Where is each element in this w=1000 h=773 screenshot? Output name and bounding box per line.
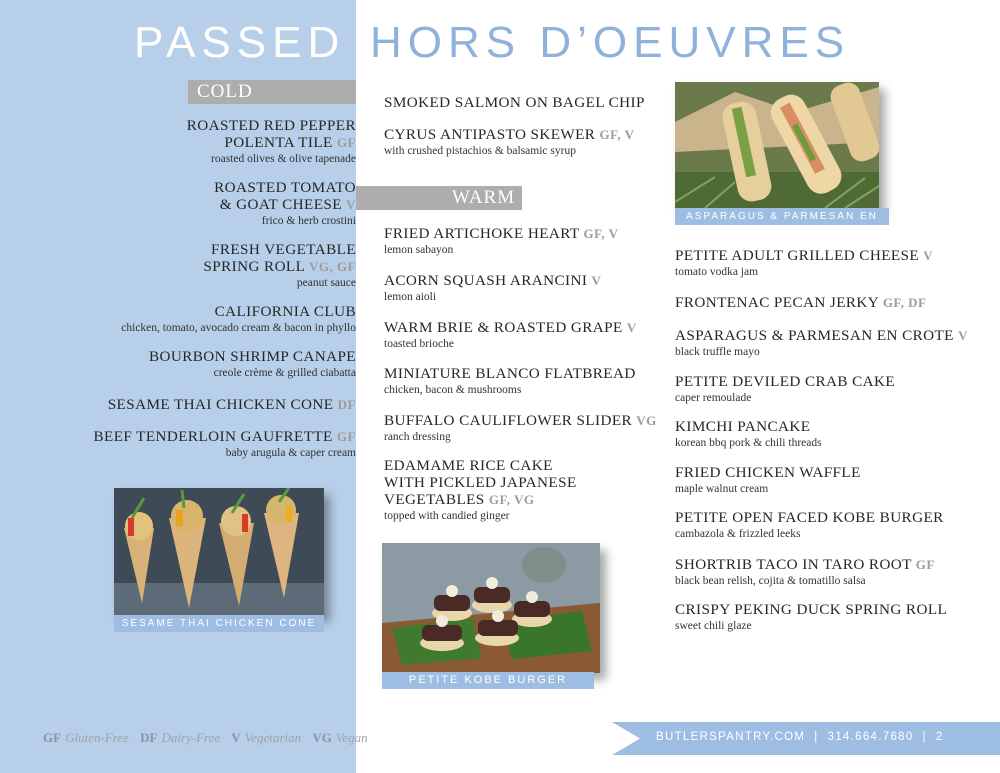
item-name: BUFFALO CAULIFLOWER SLIDER VG — [384, 412, 657, 429]
legend-label: Vegetarian — [244, 730, 302, 745]
menu-item — [384, 272, 601, 305]
legend-code: DF — [140, 730, 158, 745]
chicken-cone-image — [114, 488, 324, 615]
item-name: SESAME THAI CHICKEN CONE DF — [107, 396, 356, 413]
menu-item — [675, 556, 935, 589]
item-name: ROASTED RED PEPPER POLENTA TILE GF — [186, 117, 356, 151]
item-name: MINIATURE BLANCO FLATBREAD — [384, 365, 636, 382]
menu-item — [675, 327, 968, 360]
item-name: WARM BRIE & ROASTED GRAPE V — [384, 319, 637, 336]
item-description: chicken, bacon & mushrooms — [384, 384, 522, 396]
kobe-burger-image — [382, 543, 600, 673]
menu-item — [384, 319, 637, 352]
item-name: ROASTED TOMATO & GOAT CHEESE V — [214, 179, 356, 213]
kobe-burger-photo-caption: PETITE KOBE BURGER — [382, 672, 594, 689]
item-name: ACORN SQUASH ARANCINI V — [384, 272, 602, 289]
item-name: SMOKED SALMON ON BAGEL CHIP — [384, 94, 645, 111]
legend-label: Vegan — [335, 730, 368, 745]
item-name: FRESH VEGETABLE SPRING ROLL VG, GF — [203, 241, 356, 275]
item-name: PETITE DEVILED CRAB CAKE — [675, 373, 896, 390]
item-name: SHORTRIB TACO IN TARO ROOT GF — [675, 556, 935, 573]
menu-item — [384, 225, 619, 258]
item-description: baby arugula & caper cream — [225, 447, 356, 459]
title-word-passed: PASSED — [134, 18, 346, 67]
legend-code: V — [231, 730, 241, 745]
item-description: cambazola & frizzled leeks — [675, 528, 801, 540]
title-word-hors-doeuvres: HORS D’OEUVRES — [370, 18, 851, 67]
menu-item — [384, 457, 577, 524]
menu-item — [94, 428, 356, 461]
menu-item — [121, 303, 356, 336]
item-name: CALIFORNIA CLUB — [214, 303, 356, 320]
item-description: toasted brioche — [384, 338, 454, 350]
menu-item — [149, 348, 356, 381]
item-description: lemon sabayon — [384, 244, 454, 256]
item-name: ASPARAGUS & PARMESAN EN CROTE V — [675, 327, 968, 344]
item-name: KIMCHI PANCAKE — [675, 418, 811, 435]
page-number: 2 — [935, 731, 944, 743]
menu-item — [384, 94, 645, 111]
chicken-cone-photo — [114, 488, 324, 615]
menu-item — [203, 241, 356, 291]
item-description: ranch dressing — [384, 431, 451, 443]
menu-item — [675, 509, 944, 542]
menu-item — [214, 179, 356, 229]
item-name: BEEF TENDERLOIN GAUFRETTE GF — [93, 428, 356, 445]
item-name: FRONTENAC PECAN JERKY GF, DF — [675, 294, 927, 311]
menu-item — [675, 294, 927, 311]
menu-item — [384, 412, 657, 445]
menu-item — [675, 418, 822, 451]
footer-phone: 314.664.7680 — [827, 731, 914, 743]
menu-item — [187, 117, 356, 167]
item-description: maple walnut cream — [675, 483, 769, 495]
menu-item — [675, 247, 933, 280]
item-description: black truffle mayo — [675, 346, 760, 358]
menu-item — [384, 126, 635, 159]
legend-label: Gluten-Free — [65, 730, 129, 745]
item-name: PETITE ADULT GRILLED CHEESE V — [675, 247, 934, 264]
legend-code: VG — [312, 730, 332, 745]
item-description: lemon aioli — [384, 291, 437, 303]
item-description: frico & herb crostini — [261, 215, 356, 227]
item-description: roasted olives & olive tapenade — [211, 153, 356, 165]
item-name: BOURBON SHRIMP CANAPE — [148, 348, 356, 365]
menu-item — [675, 464, 861, 497]
item-description: topped with candied ginger — [384, 510, 510, 522]
footer-website[interactable]: BUTLERSPANTRY.COM — [656, 731, 806, 743]
item-name: FRIED CHICKEN WAFFLE — [675, 464, 861, 481]
item-description: korean bbq pork & chili threads — [675, 437, 822, 449]
item-description: sweet chili glaze — [675, 620, 752, 632]
kobe-burger-photo — [382, 543, 600, 673]
item-description: caper remoulade — [675, 392, 752, 404]
section-heading-cold: COLD — [188, 80, 356, 104]
item-description: chicken, tomato, avocado cream & bacon in phyllo — [121, 322, 356, 334]
dietary-legend — [43, 730, 376, 746]
menu-item — [675, 373, 895, 406]
asparagus-photo-caption: ASPARAGUS & PARMESAN EN CROUTE — [675, 208, 889, 225]
legend-code: GF — [43, 730, 62, 745]
footer-separator: | — [814, 731, 819, 743]
item-name: FRIED ARTICHOKE HEART GF, V — [384, 225, 619, 242]
item-name: EDAMAME RICE CAKE WITH PICKLED JAPANESE VEGETABLES GF, VG — [384, 457, 577, 508]
menu-item — [108, 396, 356, 413]
section-heading-warm: WARM — [356, 186, 522, 210]
legend-label: Dairy-Free — [161, 730, 221, 745]
item-name: CRISPY PEKING DUCK SPRING ROLL — [675, 601, 948, 618]
item-description: peanut sauce — [296, 277, 356, 289]
item-description: with crushed pistachios & balsamic syrup — [384, 145, 576, 157]
page-title — [0, 18, 1000, 68]
item-description: black bean relish, cojita & tomatillo salsa — [675, 575, 866, 587]
asparagus-photo — [675, 82, 879, 208]
asparagus-image — [675, 82, 879, 208]
menu-item — [384, 365, 636, 398]
footer-separator: | — [922, 731, 927, 743]
item-name: PETITE OPEN FACED KOBE BURGER — [675, 509, 944, 526]
footer-contact — [656, 731, 944, 743]
menu-item — [675, 601, 947, 634]
item-description: tomato vodka jam — [675, 266, 759, 278]
left-color-panel — [0, 0, 356, 773]
item-description: creole crème & grilled ciabatta — [213, 367, 356, 379]
item-name: CYRUS ANTIPASTO SKEWER GF, V — [384, 126, 635, 143]
chicken-cone-photo-caption: SESAME THAI CHICKEN CONE — [114, 615, 324, 632]
